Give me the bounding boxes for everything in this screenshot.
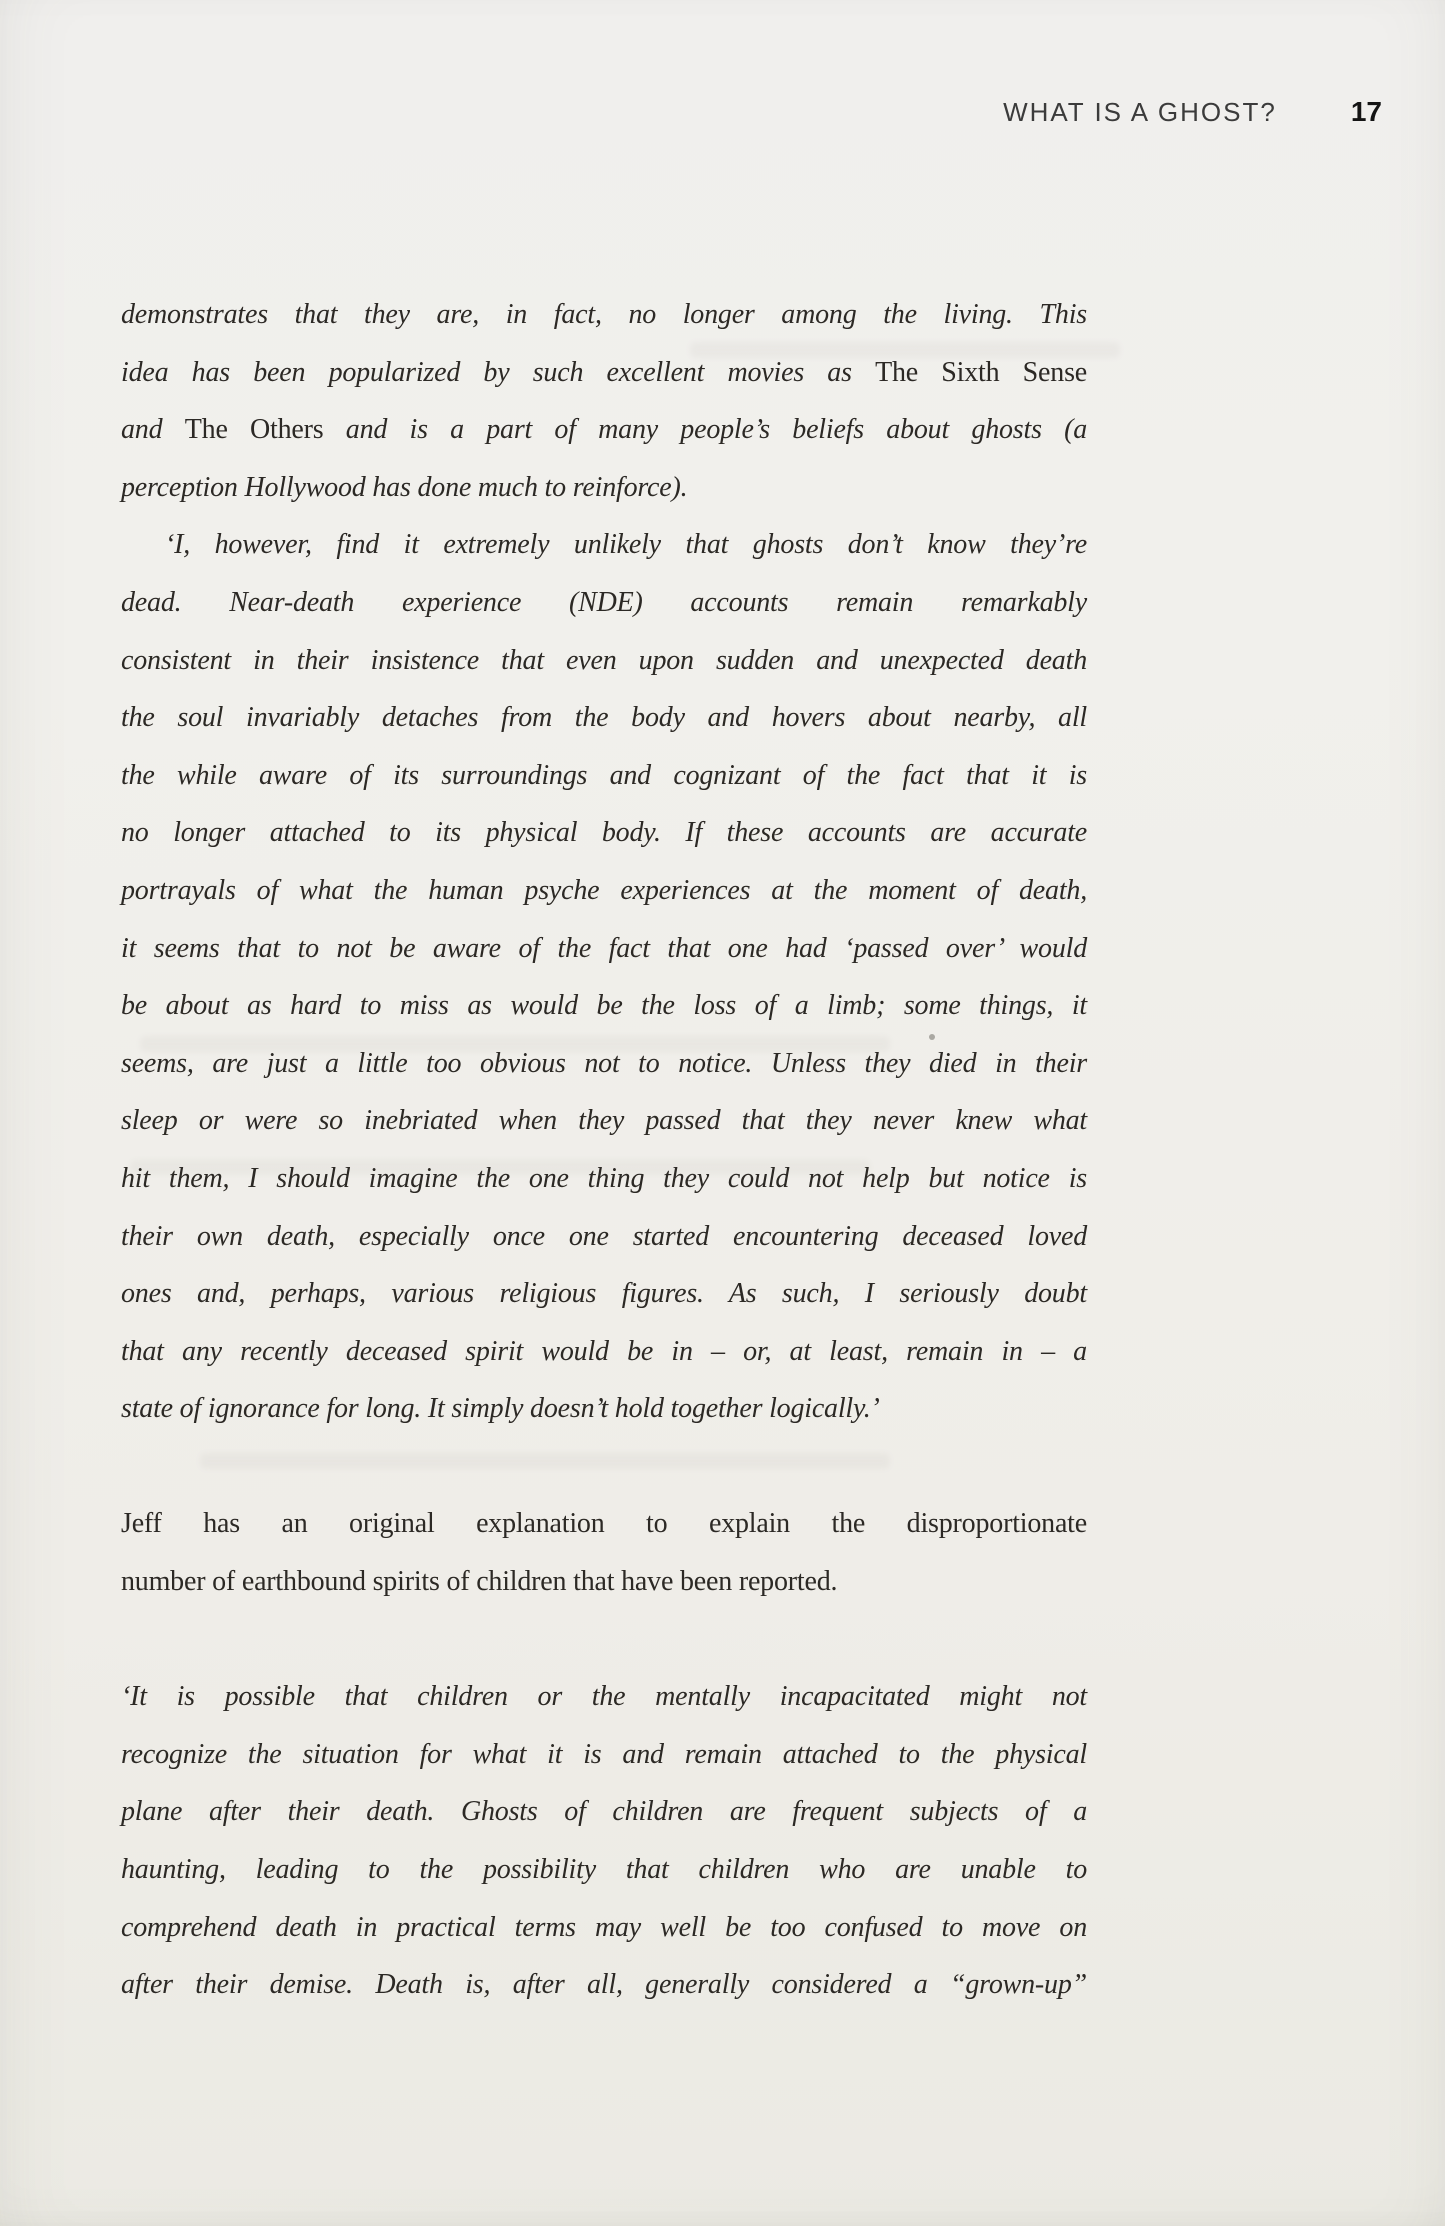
text-line bbox=[121, 1035, 1087, 1093]
text-segment: sleep or were so inebriated when they passed that they never knew what bbox=[121, 1105, 1087, 1137]
text-line bbox=[121, 516, 1087, 574]
page-text bbox=[121, 286, 1087, 2014]
text-line bbox=[121, 632, 1087, 690]
text-segment: the while aware of its surroundings and cognizant of the fact that it is bbox=[121, 759, 1087, 791]
text-line bbox=[121, 1726, 1087, 1784]
text-segment: recognize the situation for what it is and remain attached to the physical bbox=[121, 1738, 1087, 1770]
text-segment: their own death, especially once one started encountering deceased loved bbox=[121, 1220, 1087, 1252]
text-line bbox=[121, 1380, 1087, 1438]
movie-title-text: The Others bbox=[184, 414, 324, 446]
text-segment: perception Hollywood has done much to reinforce). bbox=[121, 471, 688, 503]
text-segment: ‘It is possible that children or the mentally incapacitated might not bbox=[121, 1681, 1087, 1713]
text-segment: demonstrates that they are, in fact, no longer among the living. This bbox=[121, 299, 1087, 330]
text-segment: Jeff has an original explanation to explain the disproportionate bbox=[121, 1508, 1087, 1540]
text-line bbox=[121, 459, 1087, 517]
text-line bbox=[121, 1553, 1087, 1611]
text-line bbox=[121, 344, 1087, 402]
page-number: 17 bbox=[1350, 96, 1382, 127]
text-segment: and bbox=[121, 414, 185, 446]
text-line bbox=[121, 1956, 1087, 2014]
text-segment: seems, are just a little too obvious not to notice. Unless they died in their bbox=[121, 1047, 1087, 1079]
text-line bbox=[121, 1841, 1087, 1899]
text-line bbox=[121, 862, 1087, 920]
text-segment: dead. Near-death experience (NDE) accounts remain remarkably bbox=[121, 586, 1087, 618]
text-line bbox=[121, 1899, 1087, 1957]
text-segment: after their demise. Death is, after all, generally considered a “grown-up” bbox=[121, 1969, 1087, 2001]
paragraph-quote-nde bbox=[121, 516, 1087, 1438]
header-title: WHAT IS A GHOST? bbox=[1003, 97, 1277, 127]
text-line bbox=[121, 1783, 1087, 1841]
text-segment: and is a part of many people’s beliefs about ghosts (a bbox=[323, 414, 1088, 446]
text-segment: that any recently deceased spirit would be in – or, at least, remain in – a bbox=[121, 1335, 1087, 1367]
text-line bbox=[121, 747, 1087, 805]
text-line bbox=[121, 1092, 1087, 1150]
text-segment: ‘I, however, find it extremely unlikely that ghosts don’t know they’re bbox=[165, 529, 1087, 561]
text-line bbox=[121, 1150, 1087, 1208]
text-line bbox=[121, 1495, 1087, 1553]
movie-title-text: The Sixth Sense bbox=[875, 356, 1087, 388]
text-line bbox=[121, 574, 1087, 632]
text-segment: consistent in their insistence that even upon sudden and unexpected death bbox=[121, 644, 1087, 676]
text-segment: it seems that to not be aware of the fact that one had ‘passed over’ would bbox=[121, 932, 1087, 964]
text-segment: haunting, leading to the possibility that children who are unable to bbox=[121, 1854, 1087, 1886]
text-line bbox=[121, 401, 1087, 459]
text-segment: state of ignorance for long. It simply doesn’t hold together logically.’ bbox=[121, 1393, 880, 1425]
text-line bbox=[121, 1668, 1087, 1726]
text-line bbox=[121, 977, 1087, 1035]
text-segment: comprehend death in practical terms may well be too confused to move on bbox=[121, 1911, 1087, 1943]
text-line bbox=[121, 1323, 1087, 1381]
text-line bbox=[121, 920, 1087, 978]
text-segment: number of earthbound spirits of children that have been reported. bbox=[121, 1566, 838, 1598]
text-segment: idea has been popularized by such excellent movies as bbox=[121, 356, 876, 388]
text-segment: plane after their death. Ghosts of children are frequent subjects of a bbox=[121, 1796, 1087, 1828]
text-line bbox=[121, 689, 1087, 747]
paragraph-narration-jeff bbox=[121, 1495, 1087, 1610]
text-line bbox=[121, 804, 1087, 862]
running-header bbox=[0, 96, 1382, 128]
text-segment: hit them, I should imagine the one thing they could not help but notice is bbox=[121, 1162, 1087, 1194]
text-line bbox=[121, 286, 1087, 344]
text-segment: ones and, perhaps, various religious figures. As such, I seriously doubt bbox=[121, 1278, 1087, 1310]
paragraph-continuation bbox=[121, 286, 1087, 516]
text-line bbox=[121, 1265, 1087, 1323]
text-segment: no longer attached to its physical body. If these accounts are accurate bbox=[121, 817, 1087, 849]
text-segment: the soul invariably detaches from the body and hovers about nearby, all bbox=[121, 702, 1087, 734]
text-segment: portrayals of what the human psyche experiences at the moment of death, bbox=[121, 874, 1087, 906]
paragraph-quote-children bbox=[121, 1668, 1087, 2014]
text-segment: be about as hard to miss as would be the loss of a limb; some things, it bbox=[121, 990, 1087, 1022]
text-line bbox=[121, 1208, 1087, 1266]
